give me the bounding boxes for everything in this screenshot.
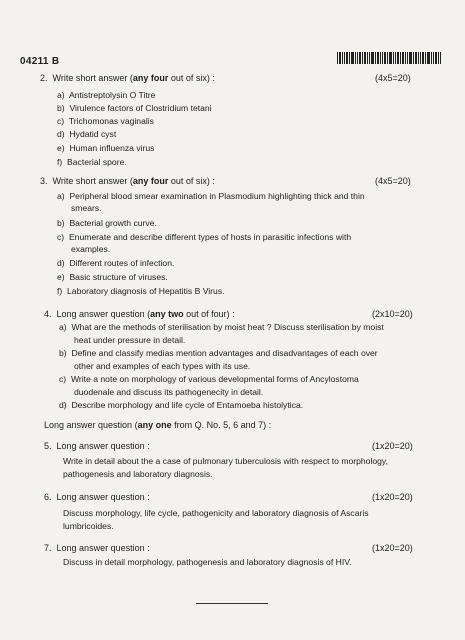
question-instruction: Write short answer (: [52, 176, 133, 186]
list-item: b) Bacterial growth curve.: [57, 218, 157, 228]
list-item-continuation: other and examples of each types with its use.: [74, 361, 251, 371]
question-instruction: Write short answer (: [52, 73, 133, 83]
list-item: a) Antistreptolysin O Titre: [57, 90, 156, 100]
question-4-marks: (2x10=20): [372, 309, 413, 319]
list-item-continuation: examples.: [71, 244, 111, 254]
question-5-heading: 5. Long answer question :: [44, 441, 150, 451]
question-5-text: Write in detail about the a case of pulmonary tuberculosis with respect to morphology,: [63, 456, 388, 466]
paper-code: 04211 B: [20, 56, 60, 67]
end-rule: [196, 603, 268, 604]
list-item: c) Trichomonas vaginalis: [57, 116, 154, 126]
question-instruction-end: out of four) :: [183, 309, 235, 319]
question-choice: any two: [150, 309, 184, 319]
question-instruction-end: out of six) :: [168, 176, 215, 186]
question-5-text-continuation: pathogenesis and laboratory diagnosis.: [63, 469, 213, 479]
question-number: 2.: [40, 73, 48, 83]
list-item: b) Virulence factors of Clostridium tetani: [57, 103, 212, 113]
long-answer-instruction: Long answer question (any one from Q. No. 5, 6 and 7) :: [44, 420, 272, 430]
long-answer-choice: any one: [137, 420, 172, 430]
list-item-continuation: smears.: [71, 203, 102, 213]
list-item: a) What are the methods of sterilisation by moist heat ? Discuss sterilisation by moist: [59, 322, 384, 332]
barcode: [337, 52, 441, 64]
question-choice: any four: [132, 176, 169, 186]
question-7-text: Discuss in detail morphology, pathogenesis and laboratory diagnosis of HIV.: [63, 557, 352, 567]
list-item: f) Bacterial spore.: [57, 157, 127, 167]
list-item: c) Write a note on morphology of various developmental forms of Ancylostoma: [59, 374, 359, 384]
list-item-continuation: heat under pressure in detail.: [74, 335, 186, 345]
list-item: e) Basic structure of viruses.: [57, 272, 168, 282]
question-7-marks: (1x20=20): [372, 543, 413, 553]
question-7-heading: 7. Long answer question :: [44, 543, 150, 553]
question-6-heading: 6. Long answer question :: [44, 492, 150, 502]
question-3-heading: [40, 176, 215, 186]
list-item-continuation: duodenale and discuss its pathogenecity in detail.: [74, 387, 264, 397]
question-6-text: Discuss morphology, life cycle, pathogenicity and laboratory diagnosis of Ascaris: [63, 508, 369, 518]
list-item: c) Enumerate and describe different types of hosts in parasitic infections with: [57, 232, 352, 242]
question-choice: any four: [132, 73, 169, 83]
question-2-marks: (4x5=20): [375, 73, 411, 83]
question-2-heading: [40, 73, 215, 83]
question-3-marks: (4x5=20): [375, 176, 411, 186]
list-item: d) Different routes of infection.: [57, 258, 175, 268]
question-number: 4.: [44, 309, 52, 319]
question-number: 3.: [40, 176, 48, 186]
list-item: d) Describe morphology and life cycle of Entamoeba histolytica.: [59, 400, 304, 410]
question-instruction-end: out of six) :: [168, 73, 215, 83]
question-4-heading: [44, 309, 235, 319]
question-6-marks: (1x20=20): [372, 492, 413, 502]
question-instruction: Long answer question (: [56, 309, 151, 319]
list-item: a) Peripheral blood smear examination in Plasmodium highlighting thick and thin: [57, 191, 365, 201]
list-item: e) Human influenza virus: [57, 143, 155, 153]
question-5-marks: (1x20=20): [372, 441, 413, 451]
list-item: f) Laboratory diagnosis of Hepatitis B Virus.: [57, 286, 225, 296]
question-6-text-continuation: lumbricoides.: [63, 521, 114, 531]
list-item: d) Hydatid cyst: [57, 129, 117, 139]
list-item: b) Define and classify medias mention advantages and disadvantages of each over: [59, 348, 378, 358]
